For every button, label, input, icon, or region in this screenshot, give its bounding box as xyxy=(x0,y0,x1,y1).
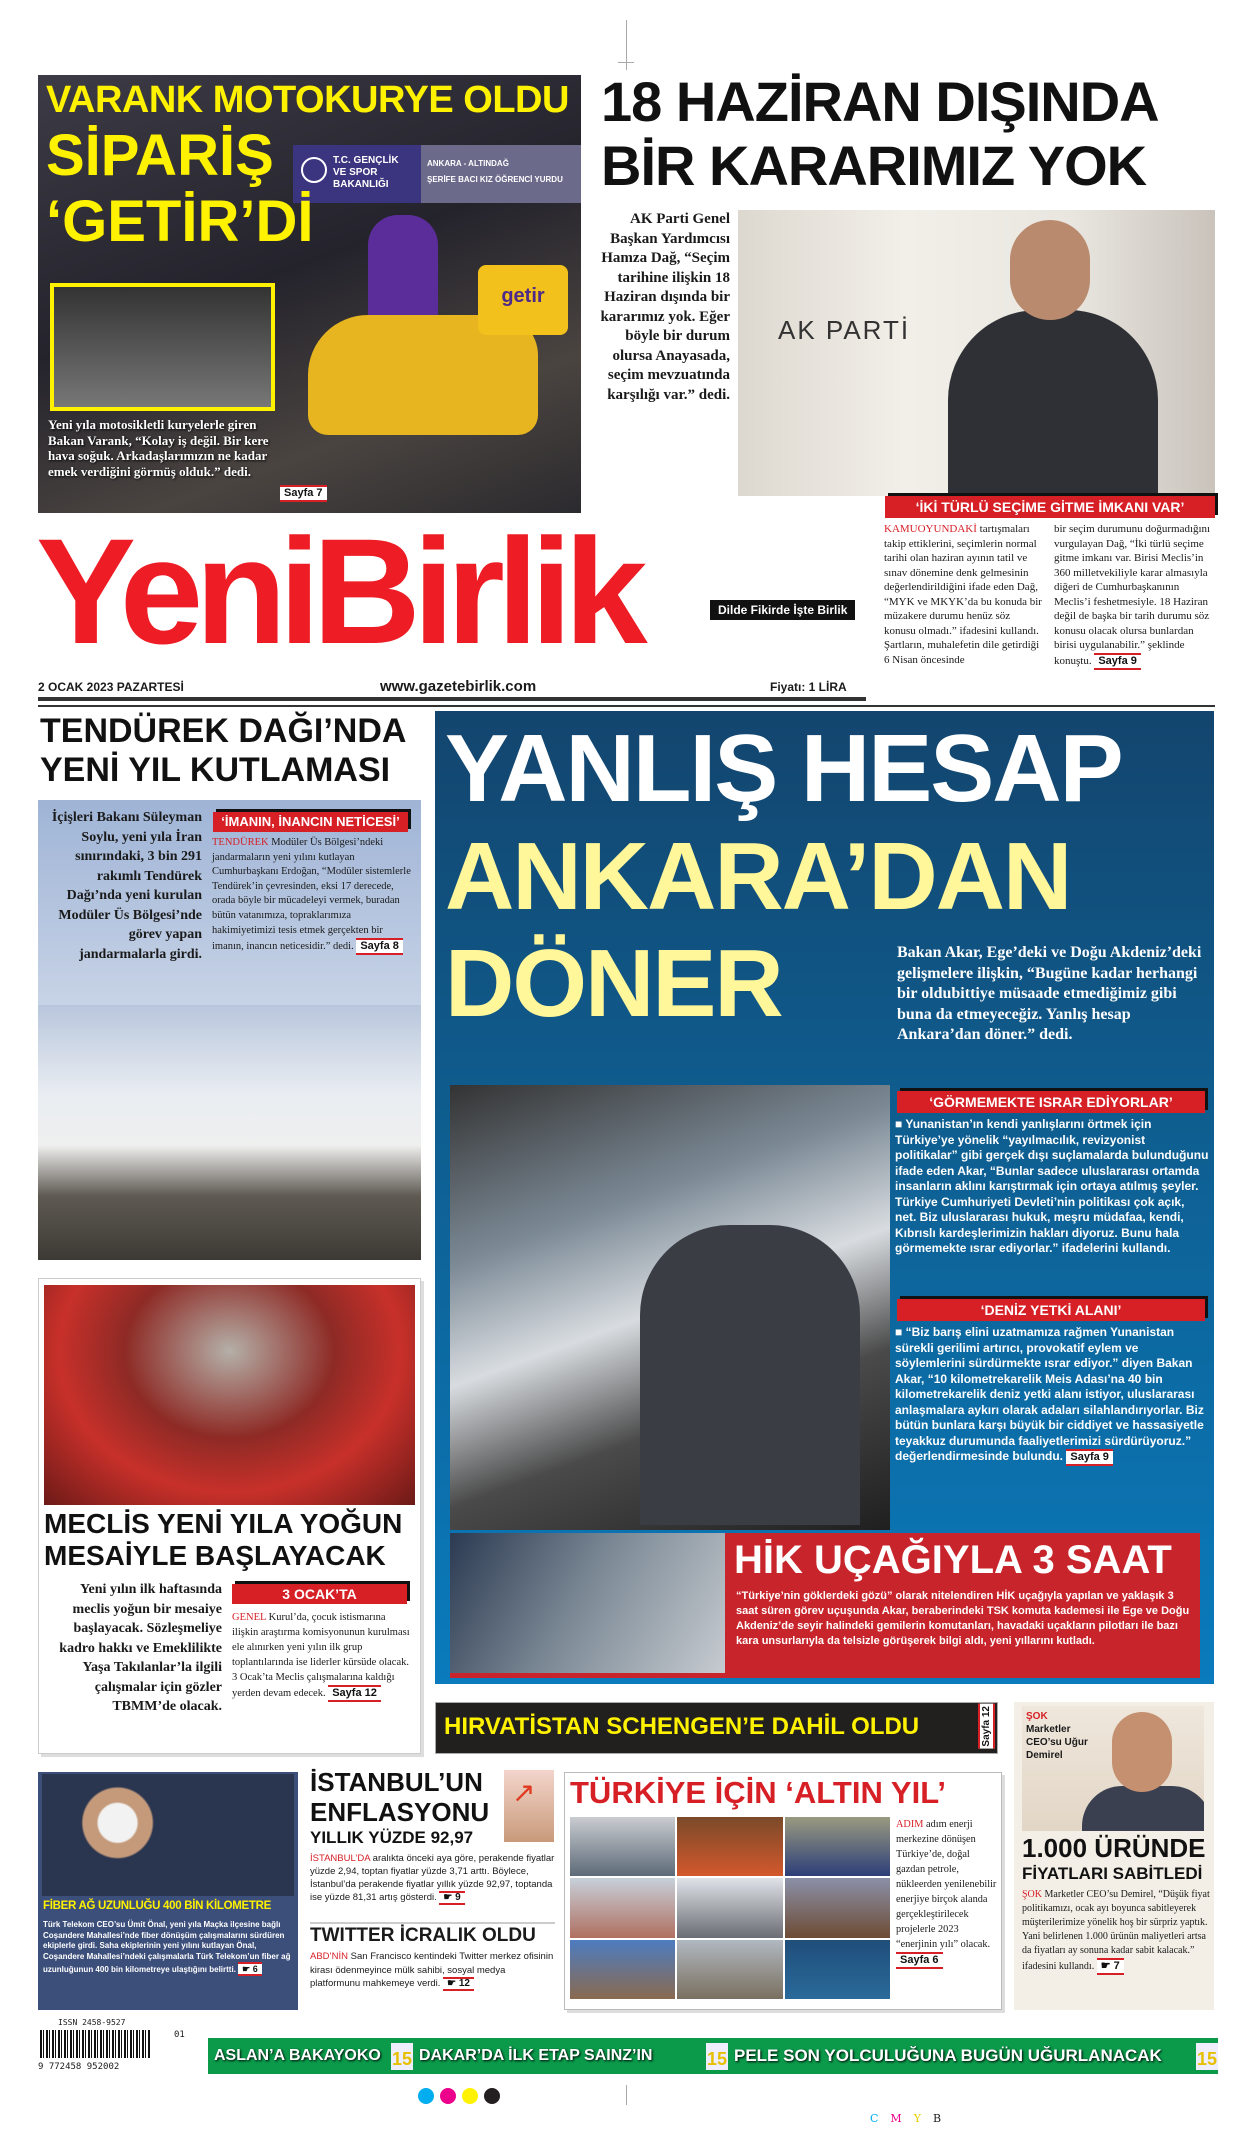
dag-lead: AK Parti Genel Başkan Yardımcısı Hamza Dağ, “Seçim tarihine ilişkin 18 Haziran dışında bir kararımız yok. Eğer böyle bir durum olursa Anayasada, seçim mevzuatında karşılığı var.” dedi. xyxy=(600,211,730,403)
sok-body: ŞOK Marketler CEO’su Demirel, “Düşük fiyat politikamızı, ocak ayı boyunca sabitleyerek müşterilerimize yönelik hoş bir sürpriz yaptık. Yani belirlenen 1.000 ürünün maliyetleri artsa da fiyatları ay sonuna kadar sabit kalacak.” ifadesini kullandı. ☛ 7 xyxy=(1022,1888,1210,1975)
meclis-page-link[interactable]: Sayfa 12 xyxy=(328,1685,381,1702)
wind-photo xyxy=(677,1878,782,1937)
sports-bar xyxy=(208,2038,1218,2074)
issue-number: 01 xyxy=(174,2030,185,2040)
meclis-lead: Yeni yılın ilk haftasında meclis yoğun bir mesaiye başlayacak. Sözleşmeliye kadro hakkı ve Emeklilikte Yaşa Takılanlar’la ilgili çalışmalar için gözler TBMM’de olacak. xyxy=(59,1582,222,1714)
main-subheading-1: ‘GÖRMEMEKTE ISRAR EDİYORLAR’ xyxy=(897,1091,1205,1113)
main-lead: Bakan Akar, Ege’deki ve Doğu Akdeniz’deki gelişmelere ilişkin, “Bugüne kadar herhangi bir oldubittiye müsaade etmediğimiz gibi buna da etmeyeceğiz. Yanlış hesap Ankara’dan döner.” dedi. xyxy=(897,944,1202,1043)
meclis-subheading: 3 OCAK’TA xyxy=(232,1584,407,1604)
masthead-rule xyxy=(38,697,866,701)
sok-box xyxy=(1014,1702,1214,2010)
meclis-body: GENEL Kurul’da, çocuk istismarına ilişkin araştırma komisyonunun kurulması ele alınırken yeni yılın ilk grup toplantılarında ise liderler kürsüde olacak. 3 Ocak’ta Meclis çalışmalarına kaldığı yerden devam edecek. Sayfa 12 xyxy=(232,1610,414,1702)
fiber-photo xyxy=(42,1774,294,1896)
dag-headline: 18 HAZİRAN DIŞINDA BİR KARARIMIZ YOK xyxy=(601,70,1159,198)
enerji-box: TÜRKİYE İÇİN ‘ALTIN YIL’ ADIM adım enerji merkezine dönüşen Türkiye’de, doğal gazdan petrole, nükleerden yenilenebilir enerjiye birçok alanda gerçekleştirilecek projelerle 2023 “enerjinin yılı” olacak. Sayfa 6 xyxy=(564,1772,1002,2010)
enerji-body: ADIM adım enerji merkezine dönüşen Türkiye’de, doğal gazdan petrole, nükleerden yenilenebilir enerjiye birçok alanda gerçekleştirilecek projelerle 2023 “enerjinin yılı” olacak. Sayfa 6 xyxy=(896,1817,998,1969)
tendurek-body: TENDÜREK Modüler Üs Bölgesi’ndeki jandarmaların yeni yılını kutlayan Cumhurbaşkanı Erdoğan, “Modüler sistemlerle Tendürek’in çevresinden, eksi 17 derecede, orada böyle bir mücadeleyi vermek, buradan bütün vatanımıza, topraklarımıza hakimiyetimizi tesis etmek gerçekten bir imanın, inancın neticesidir.” dedi. Sayfa 8 xyxy=(212,836,412,955)
ministry-sign: T.C. GENÇLİK VE SPOR BAKANLIĞI ANKARA - ALTINDAĞ ŞERİFE BACI KIZ ÖĞRENCİ YURDU xyxy=(293,145,581,203)
solar-photo xyxy=(785,1817,890,1876)
hirvatistan-page-link[interactable]: Sayfa 12 xyxy=(978,1704,995,1749)
crop-mark xyxy=(618,62,634,63)
pilot-figure xyxy=(640,1225,860,1525)
istanbul-body: İSTANBUL’DA aralıkta önceki aya göre, perakende fiyatlar yüzde 2,94, toptan fiyatlar yüzde 3,71 arttı. Böylece, İstanbul’da perakende fiyatlar yıllık yüzde 92,97, toptanda ise yüzde 81,31 artış gösterdi. ☛ 9 xyxy=(310,1853,555,1903)
masthead-slogan: Dilde Fikirde İşte Birlik xyxy=(710,600,855,620)
barcode-number: 9 772458 952002 xyxy=(38,2062,120,2072)
pipeline-photo xyxy=(677,1817,782,1876)
tendurek-photo xyxy=(38,1005,421,1260)
masthead-price: Fiyatı: 1 LİRA xyxy=(770,680,847,694)
masthead-logo: YeniBirlik xyxy=(36,507,640,675)
sok-caption: ŞOK Marketler CEO’su Uğur Demirel xyxy=(1026,1711,1088,1761)
varank-headline: VARANK MOTOKURYE OLDU SİPARİŞ ‘GETİR’Dİ xyxy=(46,79,569,255)
cmyk-dots xyxy=(418,2088,500,2104)
crop-mark xyxy=(626,2085,627,2105)
barcode xyxy=(40,2030,150,2058)
issn: ISSN 2458-9527 xyxy=(58,2018,126,2027)
meclis-photo xyxy=(44,1285,415,1505)
tendurek-headline: TENDÜREK DAĞI’NDA YENİ YIL KUTLAMASI xyxy=(40,712,407,790)
demirel-figure xyxy=(1082,1786,1204,1831)
twitter-body: ABD’NİN San Francisco kentindeki Twitter merkez ofisinin kirası ödenmeyince mülk sahibi, sosyal medya platformunu mahkemeye verdi. ☛ 12 xyxy=(310,1951,554,1989)
nuclear-photo xyxy=(570,1878,675,1937)
enerji-page-link[interactable]: Sayfa 6 xyxy=(896,1952,943,1969)
masthead-website[interactable]: www.gazetebirlik.com xyxy=(380,678,537,695)
getir-box: getir xyxy=(478,265,568,335)
cockpit-photo xyxy=(450,1085,890,1530)
fiber-box: FİBER AĞ UZUNLUĞU 400 BİN KİLOMETRE Türk Telekom CEO’su Ümit Önal, yeni yıla Maçka ilçesine bağlı Coşandere Mahallesi’nde fiber dönüşüm çalışmalarını sürdüren ekiplerle girdi. Saha ekiplerinin yeni yılını kutlayan Önal, Coşandere Mahallesi’ndeki çalışmalarla Türk Telekom’un fiber ağ uzunluğunun 400 bin kilometreye ulaştığını belirtti. ☛ 6 xyxy=(38,1772,298,2010)
tendurek-page-link[interactable]: Sayfa 8 xyxy=(356,938,403,955)
istanbul-page-link[interactable]: ☛ 9 xyxy=(439,1891,464,1905)
tendurek-lead: İçişleri Bakanı Süleyman Soylu, yeni yıla İran sınırındaki, 3 bin 291 rakımlı Tendürek Dağı’nda yeni kurulan Modüler Üs Bölgesi’nde görev yapan jandarmalarla girdi. xyxy=(51,810,202,962)
sok-page-link[interactable]: ☛ 7 xyxy=(1097,1958,1124,1975)
dag-subheading: ‘İKİ TÜRLÜ SEÇİME GİTME İMKANI VAR’ xyxy=(885,496,1215,518)
varank-photo: T.C. GENÇLİK VE SPOR BAKANLIĞI ANKARA - ALTINDAĞ ŞERİFE BACI KIZ ÖĞRENCİ YURDU getir VARANK MOTOKURYE OLDU SİPARİŞ ‘GETİR’Dİ Yeni yıla motosikletli kuryelerle giren Bakan Varank, “Kolay iş değil. Bir kere hava soğuk. Arkadaşlarımızın ne kadar emek verdiğini görmüş olduk.” dedi. Sayfa 7 xyxy=(38,75,581,513)
dag-body: KAMUOYUNDAKİ tartışmaları takip ettiklerini, seçimlerin normal tarihi olan haziran ayının tatil ve sınav dönemine denk gelmesinin değerlendirildiğini ifade eden Dağ, “MYK ve MKYK’da bu konuda bir müzakere durumu henüz söz konusu olmadı.” ifadesini kullandı. Şartların, muhalefetin dile getirdiği 6 Nisan öncesinde bir seçim durumunu doğurmadığını vurgulayan Dağ, “İki türlü seçime gitme imkanı var. Birisi Meclis’in 360 milletvekiliyle karar almasıyla diğeri de Cumhurbaşkanının Meclis’i feshetmesiyle. 18 Haziran değil de başka bir tarih durumu söz konusu olacak olursa bunlardan birisi uygulanabilir.” şeklinde konuştu. Sayfa 9 xyxy=(884,522,1214,670)
main-headline: YANLIŞ HESAP ANKARA’DAN DÖNER xyxy=(445,715,1122,1038)
tendurek-subheading: ‘İMANIN, İNANCIN NETİCESİ’ xyxy=(213,812,408,832)
inset-photo xyxy=(50,283,275,411)
dag-figure xyxy=(948,310,1158,496)
section-rule xyxy=(38,705,1215,707)
ship-photo xyxy=(785,1940,890,1999)
varank-page-link[interactable]: Sayfa 7 xyxy=(280,485,327,502)
main-body-2: ■ “Biz barış elini uzatmamıza rağmen Yunanistan sürekli gerilimi artırıcı, provokatif eylem ve söylemlerini sürdürmekte ısrar ediyor.” diyen Bakan Akar, “10 kilometrekarelik Meis Adası’na 40 bin kilometrekarelik deniz yetki alanı istiyor, uluslararası anlaşmalara aykırı olarak adaları silahlandırıyorlar. Biz bütün bunlara karşı büyük bir ciddiyet ve hassasiyetle teyakkuz durumunda faaliyetlerimizi sürdürüyoruz.” değerlendirmesinde bulundu. Sayfa 9 xyxy=(895,1325,1209,1466)
main-body-1: ■ Yunanistan’ın kendi yanlışlarını örtmek için Türkiye’ye yönelik “yayılmacılık, revizyonist politikalar” gibi gerçek dışı suçlamalarda bulunduğunu ifade eden Akar, “Bunlar sadece uluslararası ortamda insanların aklını karıştırmak için ortaya atılmış şeyler. Türkiye Cumhuriyeti Devleti’nin politikası çok açık, net. Biz uluslararası hukuk, meşru müdafaa, kendi, Kıbrıslı kardeşlerimizin hakları diyoruz. Bunu hala görmemekte ısrar ediyorlar.” ifadelerini kullandı. xyxy=(895,1117,1209,1255)
meclis-headline: MECLİS YENİ YILA YOĞUN MESAİYLE BAŞLAYACAK xyxy=(44,1508,403,1572)
main-story xyxy=(435,711,1214,1684)
sports-item[interactable]: ASLAN’A BAKAYOKO 15 xyxy=(208,2038,413,2074)
dag-page-link[interactable]: Sayfa 9 xyxy=(1094,653,1141,670)
masthead-date: 2 OCAK 2023 PAZARTESİ xyxy=(38,680,184,694)
sports-item[interactable]: PELE SON YOLCULUĞUNA BUGÜN UĞURLANACAK 15 xyxy=(728,2038,1218,2074)
arrow-up-icon: ↗ xyxy=(512,1777,536,1808)
istanbul-headline: İSTANBUL’UN ENFLASYONU YILLIK YÜZDE 92,97 xyxy=(310,1767,490,1847)
divider xyxy=(310,1922,555,1924)
main-page-link[interactable]: Sayfa 9 xyxy=(1066,1449,1113,1466)
rig-photo xyxy=(785,1878,890,1937)
drillship-photo xyxy=(570,1817,675,1876)
plant-photo xyxy=(677,1940,782,1999)
sok-headline: 1.000 ÜRÜNDE FİYATLARI SABİTLEDİ xyxy=(1022,1833,1206,1883)
enerji-photo-grid xyxy=(570,1817,890,1999)
cmyk-labels: C M Y B xyxy=(870,2112,942,2125)
bullet-icon: ■ xyxy=(895,1325,906,1339)
hirvatistan-bar: HIRVATİSTAN SCHENGEN’E DAHİL OLDU Sayfa 12 xyxy=(435,1702,998,1754)
fiber-page-link[interactable]: ☛ 6 xyxy=(238,1962,262,1976)
hik-box: HİK UÇAĞIYLA 3 SAAT “Türkiye’nin göklerdeki gözü” olarak nitelendiren HİK uçağıyla yapılan ve yaklaşık 3 saat süren görev uçuşunda Akar, beraberindeki TSK komuta kademesi ile Ege ve Doğu Akdeniz’de seyir halindeki gemilerin komutanları, havadaki uçakların pilotları ile bazı kara unsurlarıyla da telsizle görüşerek bilgi aldı, yeni yıllarını kutladı. xyxy=(450,1533,1200,1678)
sports-item[interactable]: DAKAR’DA İLK ETAP SAINZ’IN 15 xyxy=(413,2038,728,2074)
drilling-photo xyxy=(570,1940,675,1999)
twitter-page-link[interactable]: ☛ 12 xyxy=(443,1977,474,1991)
dag-photo: AK PARTİ xyxy=(738,210,1215,496)
bullet-icon: ■ xyxy=(895,1117,906,1131)
twitter-headline: TWITTER İCRALIK OLDU xyxy=(310,1925,536,1946)
fiber-body: Türk Telekom CEO’su Ümit Önal, yeni yıla Maçka ilçesine bağlı Coşandere Mahallesi’nde fiber dönüşüm çalışmalarını sürdüren ekiplerle girdi. Saha ekiplerinin yeni yılını kutlayan Önal, Coşandere Mahallesi’ndeki çalışmalarla Türk Telekom’un fiber ağ uzunluğunun 400 bin kilometreye ulaştığını belirtti. ☛ 6 xyxy=(43,1920,291,1974)
coins-chart-photo xyxy=(504,1770,554,1842)
hik-photo xyxy=(450,1533,725,1673)
main-subheading-2: ‘DENİZ YETKİ ALANI’ xyxy=(897,1299,1205,1321)
